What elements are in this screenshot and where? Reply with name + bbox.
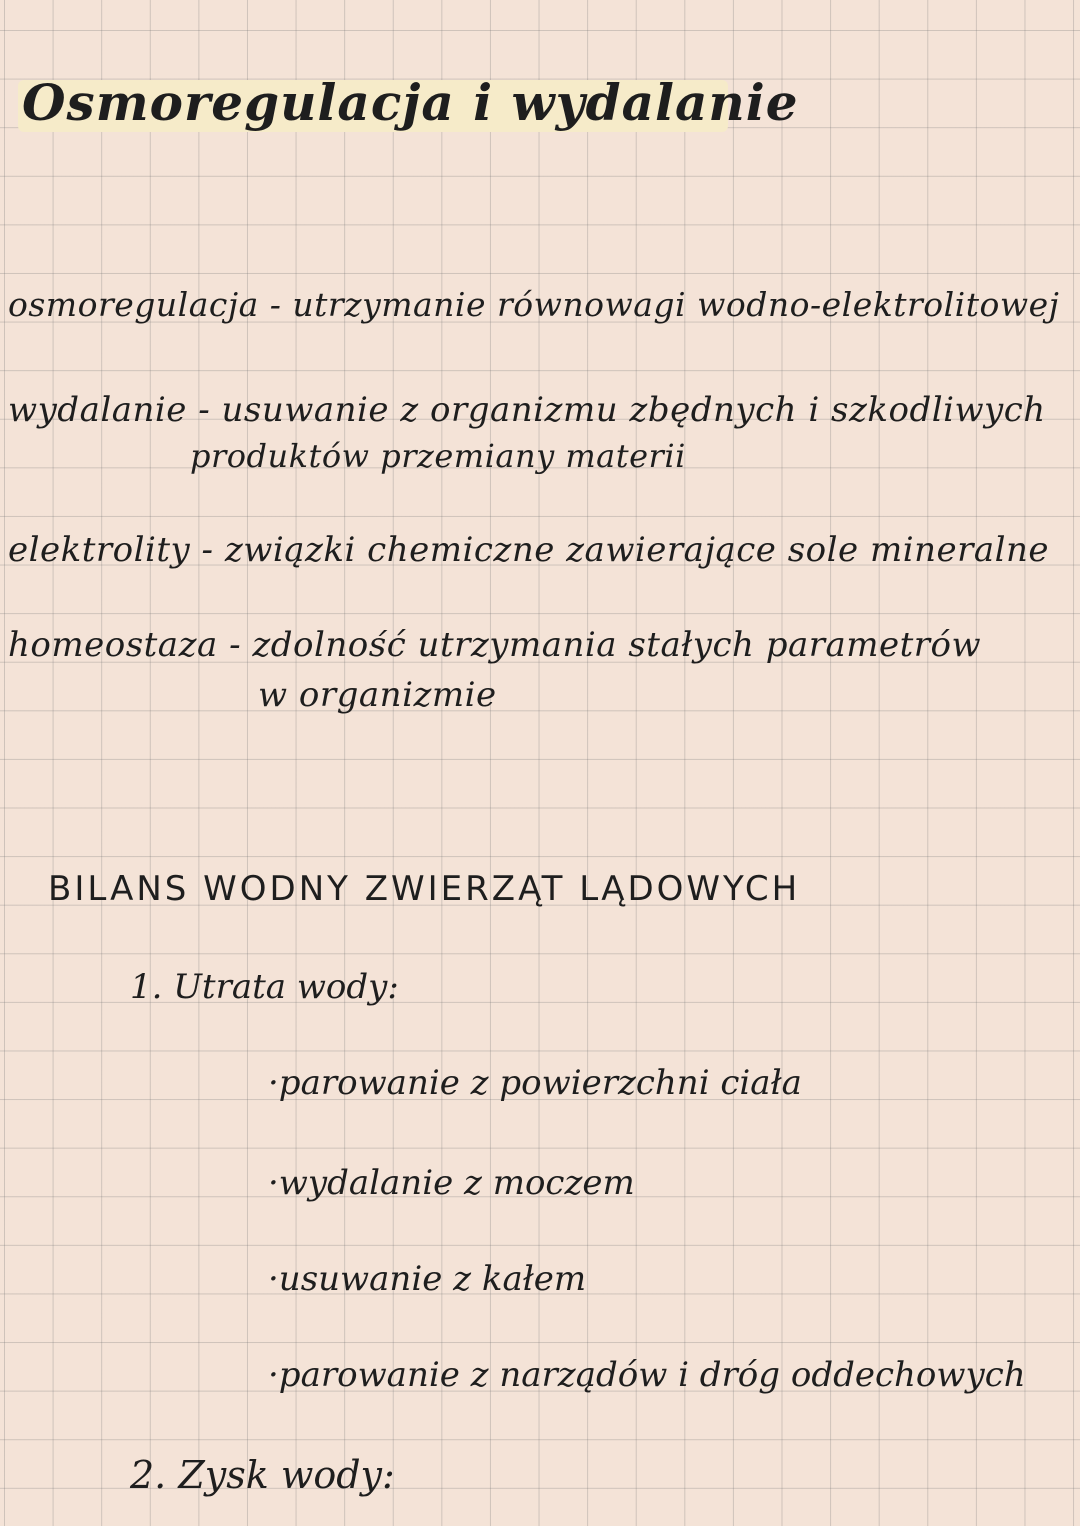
page-title: Osmoregulacja i wydalanie bbox=[22, 73, 799, 132]
gain-heading: 2. Zysk wody: bbox=[130, 1453, 395, 1497]
section-heading: BILANS WODNY ZWIERZĄT LĄDOWYCH bbox=[48, 869, 801, 909]
definition-elektrolity: elektrolity - związki chemiczne zawierające sole mineralne bbox=[8, 530, 1049, 570]
definition-homeostaza-continued: w organizmie bbox=[258, 675, 497, 715]
loss-item-2: ·wydalanie z moczem bbox=[268, 1163, 635, 1203]
definition-homeostaza: homeostaza - zdolność utrzymania stałych parametrów bbox=[8, 625, 982, 665]
definition-wydalanie: wydalanie - usuwanie z organizmu zbędnych i szkodliwych bbox=[8, 390, 1046, 430]
loss-heading: 1. Utrata wody: bbox=[130, 967, 399, 1007]
definition-wydalanie-continued: produktów przemiany materii bbox=[190, 437, 686, 475]
loss-item-1: ·parowanie z powierzchni ciała bbox=[268, 1063, 802, 1103]
definition-osmoregulacja: osmoregulacja - utrzymanie równowagi wodno-elektrolitowej bbox=[8, 285, 1060, 324]
loss-item-4: ·parowanie z narządów i dróg oddechowych bbox=[268, 1355, 1026, 1395]
loss-item-3: ·usuwanie z kałem bbox=[268, 1259, 587, 1299]
